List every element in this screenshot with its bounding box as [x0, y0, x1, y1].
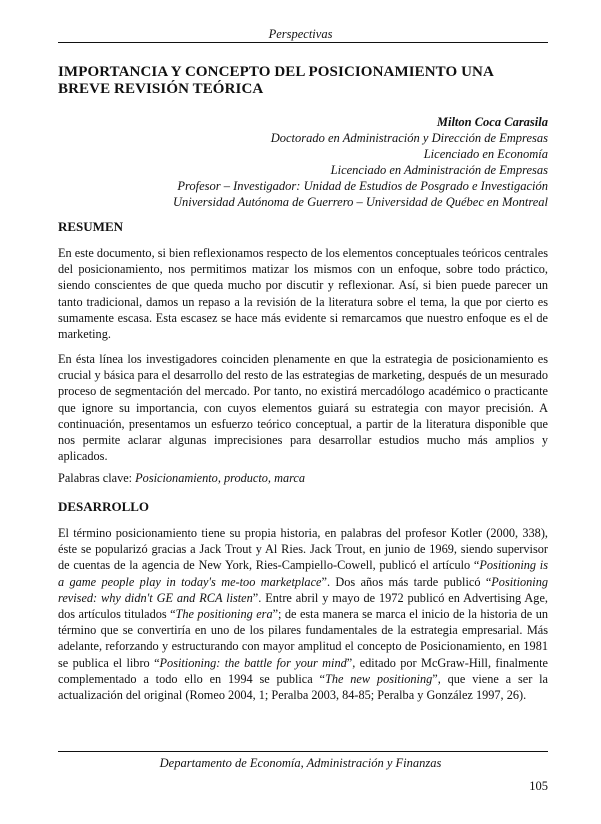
- author-credential: Licenciado en Economía: [423, 147, 548, 161]
- page-number: 105: [529, 779, 548, 793]
- footer-department: Departamento de Economía, Administración y Finanzas: [159, 756, 442, 770]
- cited-title: Positioning: the battle for your mind: [159, 655, 347, 670]
- body-text: ”, que viene a ser la actualización del original (Romeo 2004, 1; Peralba 2003, 84-85; Peralba y González 1997, 26).: [58, 671, 548, 703]
- body-text: ”. Dos años más tarde publicó “: [321, 574, 492, 589]
- author-credential: Doctorado en Administración y Dirección de Empresas: [270, 131, 548, 145]
- author-name: Milton Coca Carasila: [436, 115, 548, 129]
- running-header: Perspectivas: [268, 27, 333, 41]
- keywords-line: [58, 470, 548, 486]
- header-divider: [58, 42, 548, 43]
- cited-title: The new positioning: [325, 671, 433, 686]
- keywords-label: Palabras clave:: [58, 471, 133, 485]
- body-text: El término posicionamiento tiene su propia historia, en palabras del profesor Kotler (2000, 338), éste se popularizó gracias a Jack Trout y Al Ries. Jack Trout, en junio de 1969, siendo supervisor de cuentas de la agencia de New York, Ries-Campiello-Cowell, publicó el artículo “: [58, 526, 548, 573]
- article-title-line-2: BREVE REVISIÓN TEÓRICA: [58, 81, 264, 97]
- author-credential: Licenciado en Administración de Empresas: [330, 163, 548, 177]
- body-text: ”. Entre abril y mayo de 1972 publicó en Advertising Age, dos artículos titulados “: [58, 590, 548, 622]
- author-credential: Universidad Autónoma de Guerrero – Universidad de Québec en Montreal: [172, 195, 548, 209]
- abstract-paragraph-2: En ésta línea los investigadores coinciden plenamente en que la estrategia de posicionamiento es crucial y básica para el desarrollo del resto de las estrategias de marketing, después de un mesurado proceso de segmentación del mercado. Por tanto, no existirá mercadólogo académico o practicante que ignore su importancia, con cuyos elementos guiará su estrategia con mayor precisión. A continuación, presentamos un esfuerzo teórico conceptual, a partir de la literatura disponible que nos permite aclarar algunas imprecisiones para desarrollar estudios mucho más amplios y aplicados.: [58, 352, 548, 464]
- cited-title: Positioning is a game people play in today's me-too marketplace: [58, 558, 549, 589]
- section-heading-resumen: RESUMEN: [58, 219, 124, 234]
- body-text: ”; de esta manera se marca el inicio de la historia de un término que se convertiría en uno de los pilares fundamentales de la estrategia empresarial. Más adelante, reforzando y estructurando con mayor amplitud el concepto de Posicionamiento, en 1981 se publica el libro “: [58, 607, 548, 670]
- article-title: [58, 64, 548, 98]
- body-paragraph: [58, 525, 548, 703]
- section-heading-desarrollo: DESARROLLO: [58, 499, 150, 514]
- cited-title: Positioning revised: why didn't GE and RCA listen: [58, 574, 549, 605]
- footer-divider: [58, 751, 548, 752]
- keywords-value: Posicionamiento, producto, marca: [135, 471, 306, 485]
- cited-title: The positioning era: [175, 607, 273, 622]
- body-text: ”, editado por McGraw-Hill, finalmente complementado a todo ello en 1994 se publica “: [58, 655, 549, 686]
- author-block: [173, 114, 548, 210]
- author-credential: Profesor – Investigador: Unidad de Estudios de Posgrado e Investigación: [177, 179, 548, 193]
- article-title-line-1: IMPORTANCIA Y CONCEPTO DEL POSICIONAMIENTO UNA: [58, 64, 494, 80]
- abstract-paragraph-1: En este documento, si bien reflexionamos respecto de los elementos conceptuales teóricos centrales del posicionamiento, nos permitimos matizar los mismos con un enfoque, sobre todo práctico, siendo conscientes de que queda mucho por discutir y reflexionar. Así, si bien puede parecer un tanto tradicional, damos un repaso a la revisión de la literatura sobre el tema, la que por cierto es sumamente escasa. Esta escasez se hace más evidente si remarcamos que nuestro enfoque es el de marketing.: [58, 246, 548, 342]
